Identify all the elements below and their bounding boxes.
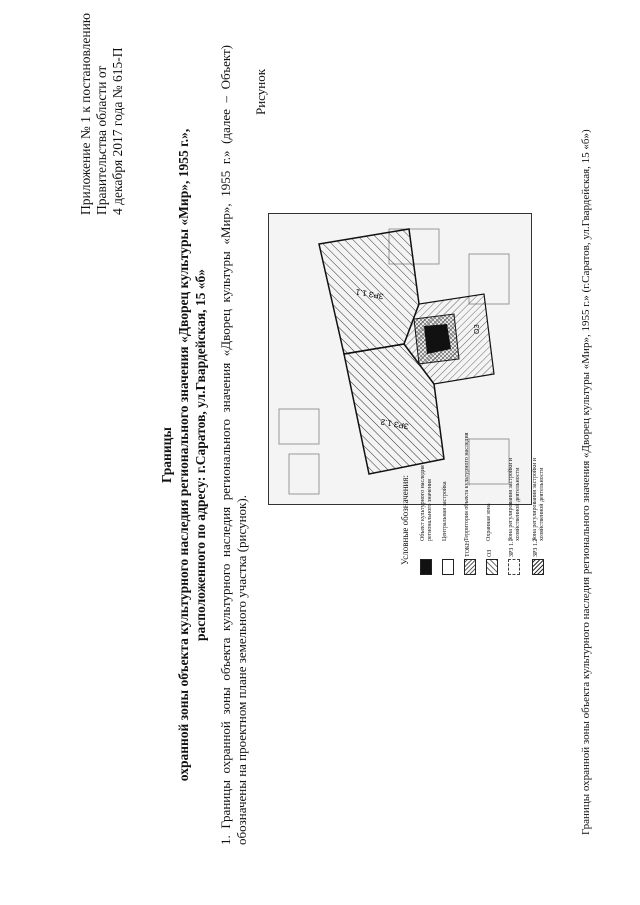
appendix-line-2: Правительства области от [94, 65, 109, 215]
map-label: ЗРЗ 1.2 [380, 417, 410, 431]
legend-item-text: Зона регулирования застройки и хозяйственной деятельности [532, 458, 545, 541]
legend-swatch-zrz-1-2 [532, 559, 544, 575]
legend-item-text: Территория объекта культурного наследия [464, 432, 470, 541]
legend-swatch-zrz-1-1 [508, 559, 520, 575]
title-line-3: расположенного по адресу: г.Саратов, ул.Гвардейская, 15 «б» [193, 268, 208, 642]
body-paragraph: 1. Границы охранной зоны объекта культурного наследия регионального значения «Дворец культуры «Мир», 1955 г.» (далее – Объект) обозначены на проектном плане земельного участка (рисунок). [218, 45, 249, 845]
figure-label: Рисунок [253, 68, 268, 115]
legend-item-text: Объект культурного наследия регионального значения [420, 465, 433, 541]
map-label: ЗРЗ 1.1 [355, 287, 385, 301]
heritage-object [424, 324, 451, 354]
legend-swatch-object [420, 559, 432, 575]
appendix-line-3: 4 декабря 2017 года № 615-П [110, 47, 125, 215]
appendix-header [78, 0, 126, 215]
title-line-1: Границы [159, 427, 174, 483]
legend-item-text: Зона регулирования застройки и хозяйственной деятельности [508, 458, 521, 541]
legend-swatch-tokn [464, 559, 476, 575]
map-legend: Условные обозначения: Объект культурного наследия регионального значения Центральная застройка ТОКН Территория объекта культурного наследия ОЗ Охранная зона ЗРЗ 1.1 Зона регулирования застройки и хозяйственной деятельности ЗРЗ 1.2 Зона регулирования застройки и хозяйственной деятельности [400, 425, 560, 575]
legend-item-text: Центральная застройка [442, 481, 448, 541]
legend-swatch-buildings [442, 559, 454, 575]
bg-building [279, 409, 319, 444]
title-line-2: охранной зоны объекта культурного наследия регионального значения «Дворец культуры «Мир», 1955 г.», [176, 128, 191, 782]
bg-building [289, 454, 319, 494]
document-title [158, 65, 209, 845]
legend-title: Условные обозначения: [400, 474, 410, 565]
appendix-line-1: Приложение № 1 к постановлению [78, 13, 93, 215]
map-label: ОЗ [474, 324, 481, 334]
legend-item-text: Охранная зона [486, 503, 492, 541]
figure-caption: Границы охранной зоны объекта культурного наследия регионального значения «Дворец культуры «Мир», 1955 г.» (г.Саратов, ул.Гвардейская, 15 «б») [580, 129, 592, 835]
legend-swatch-oz [486, 559, 498, 575]
